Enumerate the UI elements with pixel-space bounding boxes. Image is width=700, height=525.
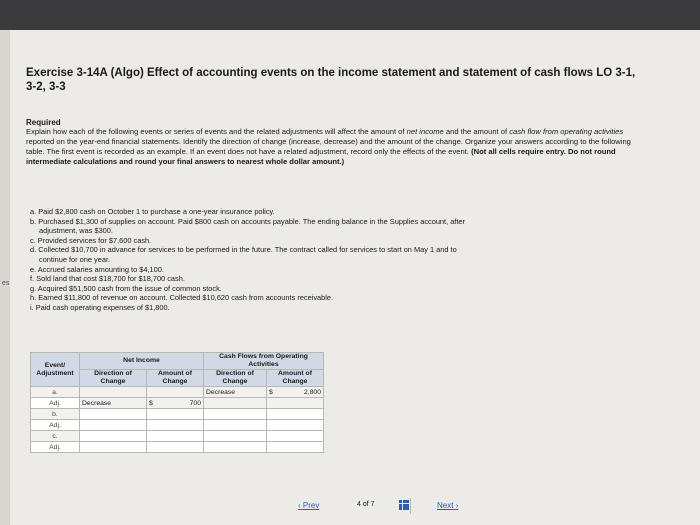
chevron-left-icon: ‹ (298, 501, 301, 510)
ni-amount-input[interactable] (147, 409, 204, 420)
event-label: Adj. (31, 420, 80, 431)
ni-direction-input[interactable] (80, 431, 147, 442)
event-item: e. Accrued salaries amounting to $4,100. (30, 264, 164, 274)
event-item-continued: continue for one year. (39, 254, 111, 264)
event-item-continued: adjustment, was $300. (39, 226, 113, 236)
ni-amount-cell: $ 700 (147, 398, 204, 409)
cf-amount-input[interactable] (267, 409, 324, 420)
table-row (31, 420, 324, 431)
table-row (31, 409, 324, 420)
question-grid-icon[interactable] (399, 500, 409, 510)
table-row (31, 387, 324, 398)
cf-direction-cell: Decrease (204, 387, 267, 398)
events-list (30, 207, 640, 313)
nav-divider (410, 498, 411, 514)
event-item: h. Earned $11,800 of revenue on account. Collected $10,620 cash from accounts receivable. (30, 293, 334, 303)
cf-direction-input[interactable] (204, 442, 267, 453)
ni-direction-input[interactable] (80, 442, 147, 453)
ni-amount-input[interactable] (147, 420, 204, 431)
cf-amount-input[interactable] (267, 442, 324, 453)
cf-direction-input[interactable] (204, 409, 267, 420)
exercise-title: Exercise 3-14A (Algo) Effect of accounting events on the income statement and statement of cash flows LO 3-1, 3-2, 3-3 (26, 67, 636, 93)
instructions-text: Explain how each of the following events or series of events and the related adjustments will affect the amount of net income and the amount of cash flow from operating activities reported on the year-end financial statements. Identify the direction of change (increase, decrease) and the amount of the change. Organize your answers according to the following table. The first event is recorded as an example. If an event does not have a related adjustment, record only the effects of the event. (Not all cells require entry. Do not round intermediate calculations and round your final answers to nearest whole dollar amount.) (26, 127, 631, 166)
table-row (31, 431, 324, 442)
table-row (31, 442, 324, 453)
event-item: g. Acquired $51,500 cash from the issue of common stock. (30, 283, 222, 293)
chevron-right-icon: › (455, 501, 459, 510)
event-label: b. (31, 409, 80, 420)
event-item: f. Sold land that cost $18,700 for $18,700 cash. (30, 274, 185, 284)
ni-direction-input[interactable] (80, 420, 147, 431)
header-ni-amount: Amount of Change (147, 370, 204, 387)
event-label: Adj. (31, 442, 80, 453)
ni-amount-input[interactable] (147, 442, 204, 453)
table-row (31, 398, 324, 409)
cf-amount-input[interactable] (267, 420, 324, 431)
ni-direction-cell (80, 387, 147, 398)
cf-direction-cell (204, 398, 267, 409)
header-cf-direction: Direction of Change (204, 370, 267, 387)
header-net-income: Net Income (80, 353, 204, 370)
event-label: Adj. (31, 398, 80, 409)
event-label: c. (31, 431, 80, 442)
event-item: c. Provided services for $7,600 cash. (30, 235, 152, 245)
header-event: Event/ Adjustment (31, 353, 80, 387)
header-ni-direction: Direction of Change (80, 370, 147, 387)
event-item: d. Collected $10,700 in advance for services to be performed in the future. The contract called for services to start on May 1 and to (30, 245, 457, 255)
next-button[interactable]: Next › (437, 501, 459, 510)
answer-table (30, 352, 324, 453)
ni-amount-cell (147, 387, 204, 398)
cf-direction-input[interactable] (204, 431, 267, 442)
ni-direction-cell: Decrease (80, 398, 147, 409)
ni-direction-input[interactable] (80, 409, 147, 420)
header-cash-flows: Cash Flows from Operating Activities (204, 353, 324, 370)
prev-button[interactable]: ‹ Prev (298, 501, 320, 510)
browser-top-bar (0, 0, 700, 30)
event-label: a. (31, 387, 80, 398)
cf-amount-cell: $ 2,800 (267, 387, 324, 398)
cf-amount-input[interactable] (267, 431, 324, 442)
required-heading: Required (26, 118, 61, 127)
cf-amount-cell (267, 398, 324, 409)
side-label: es (2, 280, 10, 287)
ni-amount-input[interactable] (147, 431, 204, 442)
page-indicator: 4 of 7 (357, 501, 375, 508)
cf-direction-input[interactable] (204, 420, 267, 431)
header-cf-amount: Amount of Change (267, 370, 324, 387)
event-item: a. Paid $2,800 cash on October 1 to purchase a one-year insurance policy. (30, 207, 275, 216)
event-item: i. Paid cash operating expenses of $1,800. (30, 302, 170, 312)
event-item: b. Purchased $1,300 of supplies on account. Paid $800 cash on accounts payable. The ending balance in the Supplies account, after (30, 216, 465, 226)
